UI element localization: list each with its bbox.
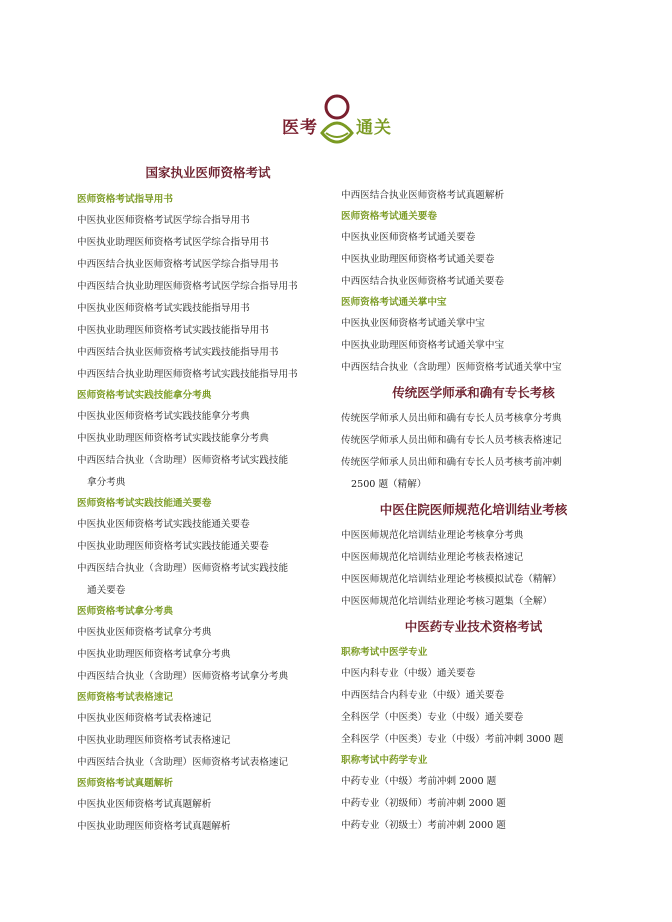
book-title: 中医执业助理医师资格考试表格速记 (77, 735, 231, 746)
subsection-title: 医师资格考试通关掌中宝 (341, 297, 447, 308)
book-title: 全科医学（中医类）专业（中级）通关要卷 (341, 712, 524, 723)
left-column (77, 165, 339, 834)
book-title: 中医执业医师资格考试医学综合指导用书 (77, 215, 250, 226)
book-title: 中医执业医师资格考试拿分考典 (77, 627, 212, 638)
logo (282, 93, 392, 149)
section-heading: 中医住院医师规范化培训结业考核 (379, 502, 568, 517)
book-title: 中医执业医师资格考试表格速记 (77, 713, 212, 724)
logo-right-text: 通关 (356, 118, 392, 138)
book-title-continued: 拿分考典 (87, 477, 126, 488)
book-title: 中医内科专业（中级）通关要卷 (341, 668, 476, 679)
section-heading: 国家执业医师资格考试 (145, 165, 271, 180)
book-title: 中西医结合执业医师资格考试真题解析 (341, 190, 505, 201)
book-title: 中西医结合执业医师资格考试医学综合指导用书 (77, 259, 279, 270)
book-title: 中医执业医师资格考试实践技能指导用书 (77, 303, 250, 314)
book-title: 中西医结合内科专业（中级）通关要卷 (341, 690, 505, 701)
book-title: 中医执业医师资格考试实践技能通关要卷 (77, 519, 250, 530)
book-title: 中医执业助理医师资格考试实践技能指导用书 (77, 325, 269, 336)
subsection-title: 医师资格考试真题解析 (77, 778, 173, 789)
book-title: 全科医学（中医类）专业（中级）考前冲刺 3000 题 (341, 734, 564, 745)
book-title: 中医医师规范化培训结业理论考核拿分考典 (341, 530, 524, 541)
book-title: 中医执业助理医师资格考试通关要卷 (341, 254, 495, 265)
book-title: 中西医结合执业（含助理）医师资格考试实践技能 (77, 563, 289, 574)
book-title: 中西医结合执业医师资格考试实践技能指导用书 (77, 347, 279, 358)
logo-left-text: 医考 (282, 118, 318, 138)
book-title: 中西医结合执业助理医师资格考试实践技能指导用书 (77, 369, 298, 380)
book-title: 传统医学师承人员出师和确有专长人员考核考前冲刺 (341, 457, 562, 468)
subsection-title: 医师资格考试实践技能拿分考典 (77, 390, 212, 401)
book-title: 中医执业助理医师资格考试真题解析 (77, 821, 231, 832)
book-title: 中西医结合执业（含助理）医师资格考试通关掌中宝 (341, 362, 562, 373)
book-title-continued: 2500 题（精解） (351, 479, 427, 490)
section-heading: 中医药专业技术资格考试 (404, 619, 543, 634)
book-title: 中医执业医师资格考试实践技能拿分考典 (77, 411, 250, 422)
book-title: 中药专业（中级）考前冲刺 2000 题 (341, 776, 497, 787)
book-title: 中医执业助理医师资格考试医学综合指导用书 (77, 237, 269, 248)
book-title: 中西医结合执业（含助理）医师资格考试实践技能 (77, 455, 289, 466)
book-title: 中西医结合执业助理医师资格考试医学综合指导用书 (77, 281, 298, 292)
subsection-title: 医师资格考试实践技能通关要卷 (77, 498, 212, 509)
subsection-title: 医师资格考试通关要卷 (341, 211, 437, 222)
subsection-title: 医师资格考试指导用书 (77, 194, 173, 205)
book-title: 中医执业助理医师资格考试通关掌中宝 (341, 340, 505, 351)
book-title: 中医医师规范化培训结业理论考核习题集（全解） (341, 596, 553, 607)
book-title-continued: 通关要卷 (87, 585, 126, 596)
book-title: 中医执业助理医师资格考试实践技能拿分考典 (77, 433, 269, 444)
subsection-title: 职称考试中医学专业 (341, 647, 428, 658)
right-column (341, 189, 606, 833)
book-title: 中西医结合执业医师资格考试通关要卷 (341, 276, 505, 287)
book-title: 中医执业助理医师资格考试实践技能通关要卷 (77, 541, 269, 552)
logo-figure-icon (318, 93, 356, 149)
book-title: 中西医结合执业（含助理）医师资格考试表格速记 (77, 757, 289, 768)
book-title: 中西医结合执业（含助理）医师资格考试拿分考典 (77, 671, 289, 682)
book-title: 中药专业（初级师）考前冲刺 2000 题 (341, 798, 506, 809)
book-title: 中药专业（初级士）考前冲刺 2000 题 (341, 820, 506, 831)
book-title: 传统医学师承人员出师和确有专长人员考核拿分考典 (341, 413, 562, 424)
subsection-title: 医师资格考试拿分考典 (77, 606, 173, 617)
book-title: 中医医师规范化培训结业理论考核模拟试卷（精解） (341, 574, 562, 585)
section-heading: 传统医学师承和确有专长考核 (392, 385, 555, 400)
book-title: 中医医师规范化培训结业理论考核表格速记 (341, 552, 524, 563)
subsection-title: 职称考试中药学专业 (341, 755, 428, 766)
subsection-title: 医师资格考试表格速记 (77, 692, 173, 703)
book-title: 中医执业助理医师资格考试拿分考典 (77, 649, 231, 660)
book-title: 中医执业医师资格考试通关掌中宝 (341, 318, 485, 329)
book-title: 中医执业医师资格考试真题解析 (77, 799, 212, 810)
book-title: 传统医学师承人员出师和确有专长人员考核表格速记 (341, 435, 562, 446)
book-title: 中医执业医师资格考试通关要卷 (341, 232, 476, 243)
